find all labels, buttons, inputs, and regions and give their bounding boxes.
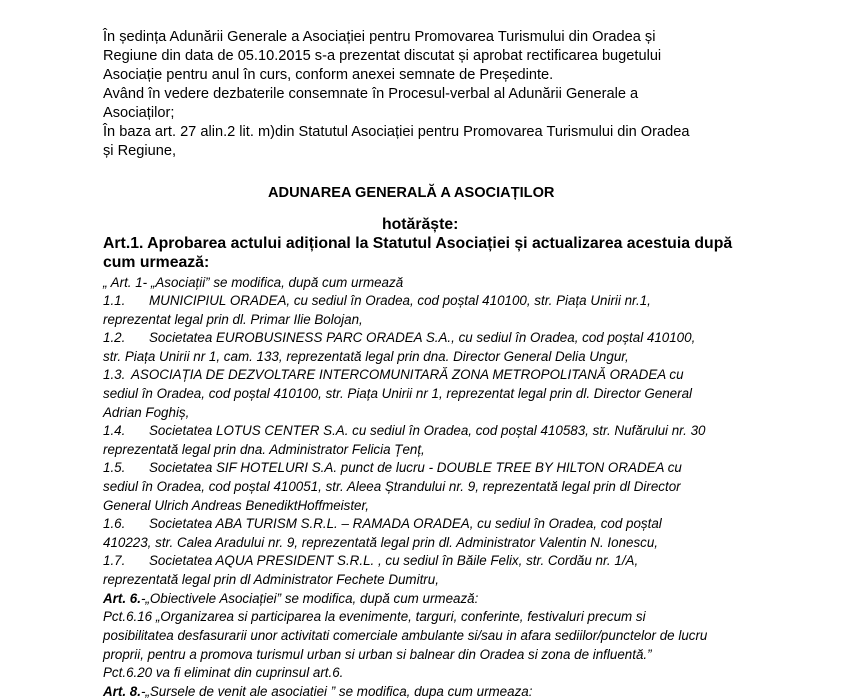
article-8-text: -„Sursele de venit ale asociatiei ” se modifica, dupa cum urmeaza: bbox=[140, 684, 533, 699]
member-line: ASOCIAȚIA DE DEZVOLTARE INTERCOMUNITARĂ ZONA METROPOLITANĂ ORADEA cu bbox=[131, 367, 684, 382]
decision-word: hotărăște: bbox=[382, 216, 459, 233]
member-line: reprezentată legal prin dna. Administrator Felicia Țenț, bbox=[103, 442, 425, 457]
member-number: 1.7. bbox=[103, 553, 126, 568]
preamble-line: Asociaților; bbox=[103, 105, 175, 121]
member-line: Societatea SIF HOTELURI S.A. punct de lucru - DOUBLE TREE BY HILTON ORADEA cu bbox=[149, 460, 682, 475]
pct-6-16-line: Pct.6.16 „Organizarea si participarea la evenimente, targuri, conferinte, festivaluri precum si bbox=[103, 609, 646, 624]
member-line: reprezentat legal prin dl. Primar Ilie Bolojan, bbox=[103, 312, 363, 327]
member-number: 1.6. bbox=[103, 516, 126, 531]
article-1-title: cum urmează: bbox=[103, 254, 210, 271]
member-number: 1.4. bbox=[103, 423, 126, 438]
pct-6-20: Pct.6.20 va fi eliminat din cuprinsul art.6. bbox=[103, 665, 344, 680]
member-line: reprezentată legal prin dl Administrator Fechete Dumitru, bbox=[103, 572, 439, 587]
member-line: Societatea ABA TURISM S.R.L. – RAMADA ORADEA, cu sediul în Oradea, cod poștal bbox=[149, 516, 662, 531]
article-6-text: -„Obiectivele Asociației” se modifica, după cum urmează: bbox=[140, 591, 479, 606]
member-line: MUNICIPIUL ORADEA, cu sediul în Oradea, cod poștal 410100, str. Piața Unirii nr.1, bbox=[149, 293, 651, 308]
article-8-label: Art. 8. bbox=[103, 684, 141, 699]
preamble-line: În ședința Adunării Generale a Asociației pentru Promovarea Turismului din Oradea și bbox=[103, 29, 656, 45]
member-number: 1.3. bbox=[103, 367, 126, 382]
member-number: 1.1. bbox=[103, 293, 126, 308]
article-1-intro: „ Art. 1- „Asociații” se modifica, după cum urmează bbox=[103, 275, 404, 290]
member-line: General Ulrich Andreas BenediktHoffmeister, bbox=[103, 498, 369, 513]
member-line: Societatea EUROBUSINESS PARC ORADEA S.A., cu sediul în Oradea, cod poștal 410100, bbox=[149, 330, 696, 345]
preamble-line: În baza art. 27 alin.2 lit. m)din Statutul Asociației pentru Promovarea Turismului din Oradea bbox=[103, 124, 690, 140]
pct-6-16-line: posibilitatea desfasurarii unor activitati comerciale ambulante si/sau in afara sediilor/punctelor de lucru bbox=[103, 628, 708, 643]
member-number: 1.5. bbox=[103, 460, 126, 475]
member-line: Societatea AQUA PRESIDENT S.R.L. , cu sediul în Băile Felix, str. Cordău nr. 1/A, bbox=[149, 553, 639, 568]
preamble-line: Asociație pentru anul în curs, conform anexei semnate de Președinte. bbox=[103, 67, 554, 83]
member-line: Societatea LOTUS CENTER S.A. cu sediul în Oradea, cod poștal 410583, str. Nufărului nr. 30 bbox=[149, 423, 706, 438]
member-line: 410223, str. Calea Aradului nr. 9, reprezentată legal prin dl. Administrator Valentin N. Ionescu, bbox=[103, 535, 659, 550]
member-line: sediul în Oradea, cod poștal 410100, str. Piața Unirii nr 1, reprezentat legal prin dl. Director General bbox=[103, 386, 692, 401]
article-1-title: Art.1. Aprobarea actului adițional la Statutul Asociației și actualizarea acestuia după bbox=[103, 235, 733, 252]
document-heading: ADUNAREA GENERALĂ A ASOCIAȚILOR bbox=[268, 185, 555, 201]
member-line: sediul în Oradea, cod poștal 410051, str. Aleea Ștrandului nr. 9, reprezentată legal prin dl Director bbox=[103, 479, 681, 494]
member-line: str. Piața Unirii nr 1, cam. 133, reprezentată legal prin dna. Director General Delia Ungur, bbox=[103, 349, 629, 364]
article-6-label: Art. 6. bbox=[103, 591, 141, 606]
preamble-line: și Regiune, bbox=[103, 143, 177, 159]
preamble-line: Regiune din data de 05.10.2015 s-a prezentat discutat și aprobat rectificarea bugetului bbox=[103, 48, 662, 64]
article-8-heading bbox=[103, 685, 532, 699]
member-line: Adrian Foghiș, bbox=[103, 405, 190, 420]
pct-6-16-line: proprii, pentru a promova turismul urban si urban si balnear din Oradea si zona de influentă.” bbox=[103, 647, 652, 662]
member-number: 1.2. bbox=[103, 330, 126, 345]
preamble-line: Având în vedere dezbaterile consemnate în Procesul-verbal al Adunării Generale a bbox=[103, 86, 639, 102]
